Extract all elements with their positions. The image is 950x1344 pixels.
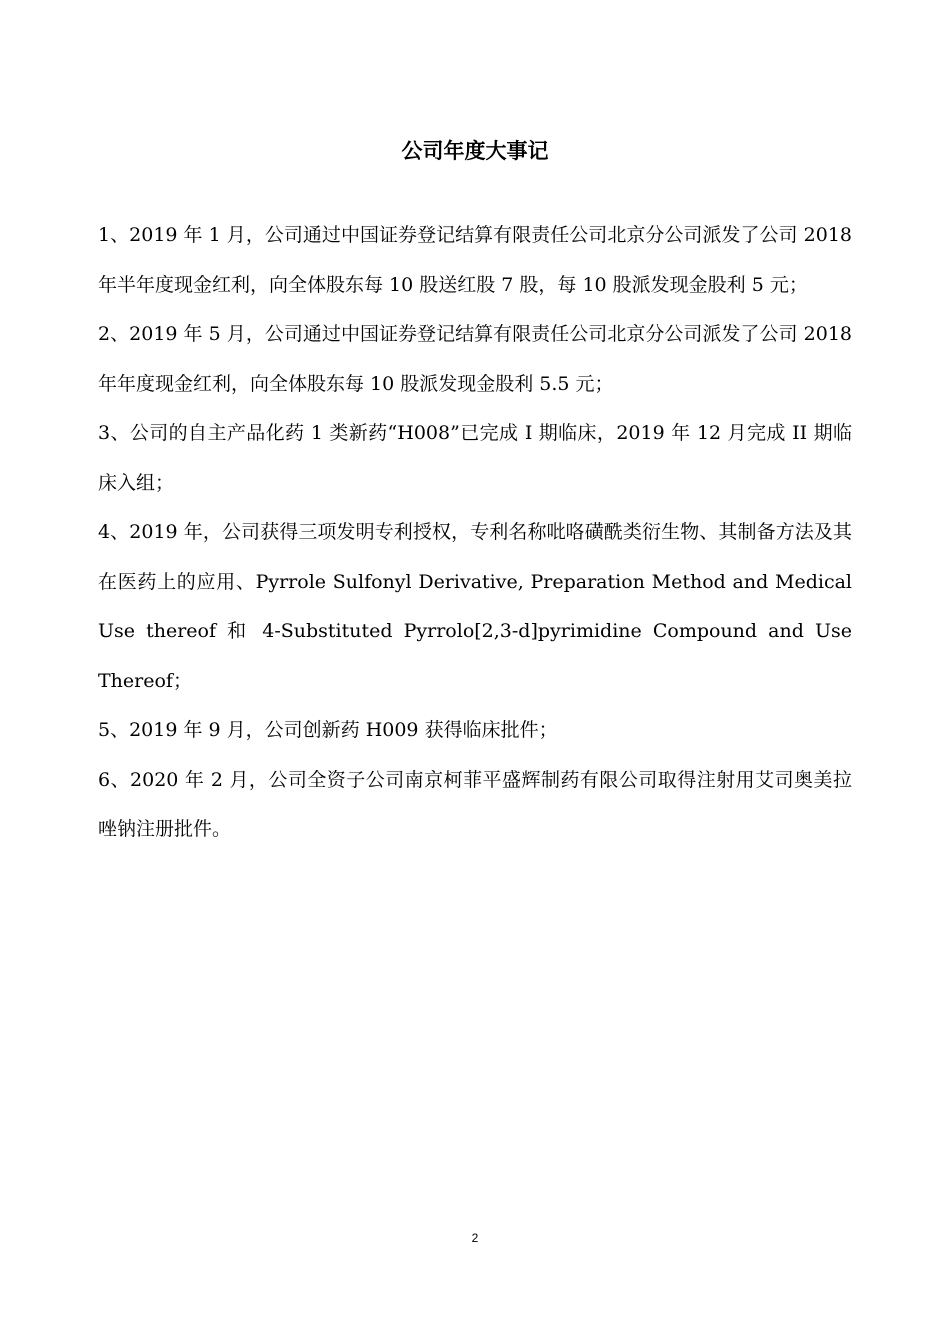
event-item-2: 2、2019 年 5 月，公司通过中国证券登记结算有限责任公司北京分公司派发了公司 2018 年年度现金红利，向全体股东每 10 股派发现金股利 5.5 元；: [98, 323, 852, 395]
event-item-1: 1、2019 年 1 月，公司通过中国证券登记结算有限责任公司北京分公司派发了公司 2018 年半年度现金红利，向全体股东每 10 股送红股 7 股，每 10 股派发现金股利 5 元；: [98, 224, 852, 296]
event-item-3: 3、公司的自主产品化药 1 类新药“H008”已完成 I 期临床，2019 年 12 月完成 II 期临床入组；: [98, 422, 852, 494]
page-number: 2: [471, 1231, 479, 1245]
event-item-5: 5、2019 年 9 月，公司创新药 H009 获得临床批件；: [98, 719, 558, 741]
event-item-6: 6、2020 年 2 月，公司全资子公司南京柯菲平盛辉制药有限公司取得注射用艾司奥美拉唑钠注册批件。: [98, 768, 852, 840]
events-list: [98, 211, 852, 855]
page-title: 公司年度大事记: [401, 139, 549, 163]
event-item-4: 4、2019 年，公司获得三项发明专利授权，专利名称吡咯磺酰类衍生物、其制备方法及其在医药上的应用、Pyrrole Sulfonyl Derivative, Preparation Method and Medical Use thereof 和 4-Substituted Pyrrolo[2,3-d]pyrimidine Compound and Use Thereof；: [98, 521, 852, 692]
